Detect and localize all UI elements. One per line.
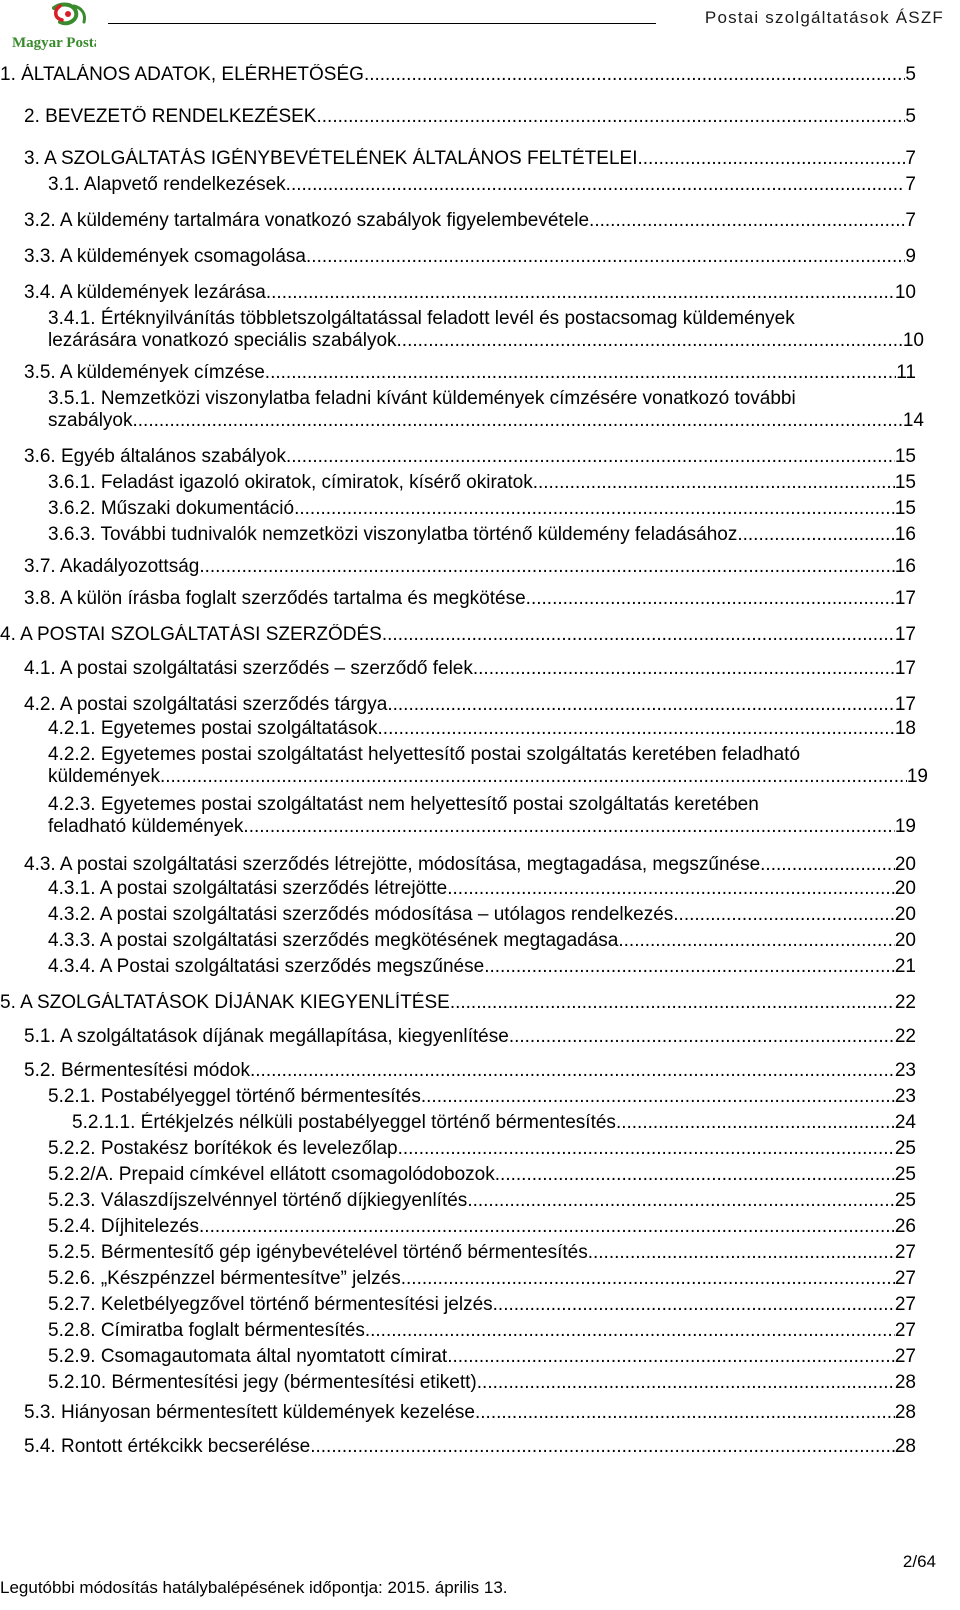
toc-dot-leader — [250, 1060, 895, 1082]
toc-entry-title: 3. A SZOLGÁLTATÁS IGÉNYBEVÉTELÉNEK ÁLTALÁNOS FELTÉTELEI — [24, 148, 638, 169]
toc-entry[interactable] — [48, 956, 916, 978]
toc-entry-page: 17 — [894, 624, 916, 645]
toc-entry-title: 5.2.8. Címiratba foglalt bérmentesítés — [48, 1320, 365, 1341]
toc-entry-page: 19 — [894, 816, 916, 837]
toc-entry-title: 3.6.1. Feladást igazoló okiratok, címiratok, kísérő okiratok — [48, 472, 533, 493]
toc-dot-leader — [306, 246, 905, 268]
toc-entry[interactable] — [0, 624, 916, 646]
toc-entry-title-line: 3.4.1. Értéknyilvánítás többletszolgáltatással feladott levél és postacsomag küldemények — [48, 308, 795, 329]
toc-dot-leader — [495, 1164, 895, 1186]
toc-dot-leader — [286, 446, 895, 468]
toc-entry[interactable] — [24, 1402, 916, 1424]
toc-entry-title: 4. A POSTAI SZOLGÁLTATÁSI SZERZŐDÉS — [0, 624, 382, 645]
toc-dot-leader — [401, 1268, 895, 1290]
toc-entry-title: küldemények — [48, 766, 160, 787]
toc-entry-page: 26 — [894, 1216, 916, 1237]
toc-entry[interactable] — [0, 64, 916, 86]
toc-dot-leader — [760, 854, 895, 876]
toc-entry-title: 4.3.3. A postai szolgáltatási szerződés megkötésének megtagadása — [48, 930, 619, 951]
toc-entry-title: 5.2.3. Válaszdíjszelvénnyel történő díjkiegyenlítés — [48, 1190, 468, 1211]
toc-dot-leader — [364, 64, 905, 86]
toc-entry[interactable] — [0, 992, 916, 1014]
toc-dot-leader — [447, 878, 895, 900]
toc-entry-page: 20 — [894, 854, 916, 875]
toc-entry-page: 27 — [894, 1346, 916, 1367]
toc-entry-title: 2. BEVEZETŐ RENDELKEZÉSEK — [24, 106, 317, 127]
toc-entry-page: 17 — [894, 588, 916, 609]
toc-entry-title: 5.2.5. Bérmentesítő gép igénybevételével történő bérmentesítés — [48, 1242, 588, 1263]
toc-entry-page: 15 — [894, 472, 916, 493]
toc-entry-title: 3.6.2. Műszaki dokumentáció — [48, 498, 295, 519]
toc-dot-leader — [473, 658, 895, 680]
toc-entry-page: 10 — [894, 282, 916, 303]
toc-entry[interactable] — [48, 1190, 916, 1212]
toc-dot-leader — [378, 718, 895, 740]
toc-entry[interactable] — [48, 524, 916, 546]
toc-entry-page: 7 — [905, 148, 916, 169]
toc-dot-leader — [266, 282, 895, 304]
toc-entry[interactable] — [24, 148, 916, 170]
toc-entry[interactable] — [48, 718, 916, 740]
toc-entry-page: 28 — [894, 1436, 916, 1457]
toc-entry[interactable] — [48, 308, 924, 352]
toc-dot-leader — [310, 1436, 895, 1458]
toc-entry[interactable] — [24, 854, 916, 876]
toc-entry[interactable] — [24, 694, 916, 716]
toc-dot-leader — [365, 1320, 895, 1342]
toc-entry-page: 18 — [894, 718, 916, 739]
header-rule — [108, 23, 656, 24]
toc-entry-page: 7 — [905, 210, 916, 231]
toc-entry-title: 5.2.4. Díjhitelezés — [48, 1216, 200, 1237]
toc-entry[interactable] — [48, 498, 916, 520]
toc-entry[interactable] — [24, 246, 916, 268]
toc-dot-leader — [484, 956, 895, 978]
toc-dot-leader — [637, 148, 905, 170]
toc-entry-title: 4.1. A postai szolgáltatási szerződés – szerződő felek — [24, 658, 473, 679]
toc-entry[interactable] — [48, 1164, 916, 1186]
toc-entry-page: 20 — [894, 930, 916, 951]
toc-entry-page: 22 — [894, 1026, 916, 1047]
page-header — [0, 0, 960, 60]
toc-entry-title: 1. ÁLTALÁNOS ADATOK, ELÉRHETŐSÉG — [0, 64, 364, 85]
toc-dot-leader — [467, 1190, 895, 1212]
toc-dot-leader — [199, 1216, 895, 1238]
toc-entry-title: 5.4. Rontott értékcikk becserélése — [24, 1436, 311, 1457]
toc-dot-leader — [533, 472, 895, 494]
toc-entry-title: lezárására vonatkozó speciális szabályok — [48, 330, 397, 351]
magyar-posta-logo — [10, 2, 96, 56]
toc-dot-leader — [526, 588, 895, 610]
toc-entry-page: 20 — [894, 878, 916, 899]
toc-entry-title-line: 4.2.2. Egyetemes postai szolgáltatást helyettesítő postai szolgáltatás keretében feladható — [48, 744, 801, 765]
toc-entry[interactable] — [24, 1436, 916, 1458]
toc-entry-title-line: 3.5.1. Nemzetközi viszonylatba feladni kívánt küldemények címzésére vonatkozó további — [48, 388, 796, 409]
toc-entry[interactable] — [48, 1320, 916, 1342]
toc-dot-leader — [294, 498, 895, 520]
toc-dot-leader — [450, 992, 895, 1014]
toc-dot-leader — [616, 1112, 895, 1134]
toc-entry[interactable] — [48, 1346, 916, 1368]
toc-entry-title: 3.1. Alapvető rendelkezések — [48, 174, 286, 195]
toc-dot-leader — [387, 694, 895, 716]
toc-entry-title: 5.2. Bérmentesítési módok — [24, 1060, 250, 1081]
toc-dot-leader — [265, 362, 896, 384]
toc-entry-title: 5.3. Hiányosan bérmentesített küldemények kezelése — [24, 1402, 475, 1423]
toc-entry-title: 5.2.1. Postabélyeggel történő bérmentesítés — [48, 1086, 421, 1107]
toc-entry-page: 5 — [905, 64, 916, 85]
toc-entry-page: 27 — [894, 1268, 916, 1289]
toc-dot-leader — [673, 904, 895, 926]
toc-entry-title: 3.4. A küldemények lezárása — [24, 282, 266, 303]
toc-entry-page: 25 — [894, 1138, 916, 1159]
toc-entry-page: 17 — [894, 658, 916, 679]
toc-entry-title: 3.7. Akadályozottság — [24, 556, 200, 577]
toc-entry-title: szabályok — [48, 410, 133, 431]
toc-dot-leader — [477, 1372, 895, 1394]
toc-entry[interactable] — [48, 1268, 916, 1290]
posthorn-icon — [10, 2, 96, 56]
svg-text:Magyar Posta: Magyar Posta — [12, 35, 96, 51]
toc-entry[interactable] — [48, 744, 928, 788]
toc-entry-title: 5.2.2. Postakész borítékok és levelezőlap — [48, 1138, 398, 1159]
toc-entry-title: 5.2.9. Csomagautomata által nyomtatott címirat — [48, 1346, 448, 1367]
toc-entry-title: feladható küldemények — [48, 816, 244, 837]
toc-entry-page: 28 — [894, 1402, 916, 1423]
toc-entry-title-line: 4.2.3. Egyetemes postai szolgáltatást nem helyettesítő postai szolgáltatás keretében — [48, 794, 759, 815]
toc-entry-page: 9 — [905, 246, 916, 267]
toc-entry-page: 28 — [894, 1372, 916, 1393]
toc-entry[interactable] — [48, 472, 916, 494]
toc-entry[interactable] — [24, 658, 916, 680]
toc-entry-title: 4.2.1. Egyetemes postai szolgáltatások — [48, 718, 378, 739]
toc-dot-leader — [509, 1026, 895, 1048]
toc-entry-title: 3.6.3. További tudnivalók nemzetközi viszonylatba történő küldemény feladásához — [48, 524, 738, 545]
toc-entry[interactable] — [48, 930, 916, 952]
toc-dot-leader — [133, 410, 903, 432]
toc-entry[interactable] — [24, 362, 916, 384]
toc-entry[interactable] — [24, 556, 916, 578]
toc-entry-page: 16 — [894, 524, 916, 545]
toc-entry[interactable] — [48, 1086, 916, 1108]
toc-entry-title: 3.3. A küldemények csomagolása — [24, 246, 307, 267]
toc-dot-leader — [737, 524, 895, 546]
toc-dot-leader — [286, 174, 906, 196]
toc-entry[interactable] — [48, 1242, 916, 1264]
toc-dot-leader — [160, 766, 907, 788]
toc-entry[interactable] — [48, 1372, 916, 1394]
modification-note: Legutóbbi módosítás hatálybalépésének időpontja: 2015. április 13. — [0, 1578, 508, 1597]
toc-entry-page: 16 — [894, 556, 916, 577]
toc-entry-page: 25 — [894, 1164, 916, 1185]
toc-entry-title: 3.2. A küldemény tartalmára vonatkozó szabályok figyelembevétele — [24, 210, 590, 231]
toc-dot-leader — [397, 330, 903, 352]
toc-dot-leader — [447, 1346, 895, 1368]
toc-entry[interactable] — [24, 106, 916, 128]
toc-entry-page: 15 — [894, 446, 916, 467]
toc-entry-page: 23 — [894, 1086, 916, 1107]
toc-dot-leader — [243, 816, 894, 838]
toc-entry-page: 25 — [894, 1190, 916, 1211]
toc-entry[interactable] — [48, 388, 924, 432]
toc-entry-page: 23 — [894, 1060, 916, 1081]
toc-entry-page: 17 — [894, 694, 916, 715]
toc-entry-page: 7 — [905, 174, 916, 195]
toc-dot-leader — [382, 624, 895, 646]
toc-entry-page: 21 — [894, 956, 916, 977]
toc-entry[interactable] — [48, 904, 916, 926]
toc-entry-page: 19 — [906, 766, 928, 787]
toc-entry[interactable] — [48, 794, 916, 838]
toc-entry-page: 15 — [894, 498, 916, 519]
toc-entry[interactable] — [48, 1294, 916, 1316]
toc-entry-title: 3.6. Egyéb általános szabályok — [24, 446, 286, 467]
toc-dot-leader — [316, 106, 905, 128]
toc-entry-title: 5.2.1.1. Értékjelzés nélküli postabélyeggel történő bérmentesítés — [72, 1112, 616, 1133]
toc-entry[interactable] — [24, 1060, 916, 1082]
toc-entry-page: 22 — [894, 992, 916, 1013]
toc-entry-title: 4.2. A postai szolgáltatási szerződés tárgya — [24, 694, 388, 715]
toc-dot-leader — [421, 1086, 895, 1108]
toc-dot-leader — [475, 1402, 895, 1424]
toc-dot-leader — [398, 1138, 895, 1160]
document-title: Postai szolgáltatások ÁSZF — [704, 8, 944, 27]
toc-entry-page: 14 — [902, 410, 924, 431]
toc-entry[interactable] — [24, 210, 916, 232]
toc-entry-title: 3.8. A külön írásba foglalt szerződés tartalma és megkötése — [24, 588, 526, 609]
toc-entry-title: 5. A SZOLGÁLTATÁSOK DÍJÁNAK KIEGYENLÍTÉSE — [0, 992, 450, 1013]
toc-entry[interactable] — [24, 282, 916, 304]
toc-entry-title: 5.2.2/A. Prepaid címkével ellátott csomagolódobozok — [48, 1164, 495, 1185]
toc-entry-title: 5.2.10. Bérmentesítési jegy (bérmentesítési etikett) — [48, 1372, 477, 1393]
toc-dot-leader — [493, 1294, 895, 1316]
toc-dot-leader — [589, 210, 905, 232]
toc-entry[interactable] — [24, 1026, 916, 1048]
toc-entry-page: 10 — [902, 330, 924, 351]
toc-entry-page: 27 — [894, 1294, 916, 1315]
toc-entry[interactable] — [72, 1112, 916, 1134]
toc-entry[interactable] — [24, 588, 916, 610]
page-indicator: 2/64 — [902, 1552, 936, 1571]
toc-entry-page: 27 — [894, 1320, 916, 1341]
toc-entry[interactable] — [48, 1216, 916, 1238]
toc-entry[interactable] — [48, 878, 916, 900]
toc-entry-title: 4.3.4. A Postai szolgáltatási szerződés megszűnése — [48, 956, 485, 977]
toc-dot-leader — [618, 930, 895, 952]
toc-entry-page: 24 — [894, 1112, 916, 1133]
toc-entry-title: 4.3. A postai szolgáltatási szerződés létrejötte, módosítása, megtagadása, megszűnése — [24, 854, 761, 875]
toc-entry[interactable] — [24, 446, 916, 468]
toc-entry-page: 5 — [905, 106, 916, 127]
toc-entry-title: 5.1. A szolgáltatások díjának megállapítása, kiegyenlítése — [24, 1026, 509, 1047]
toc-entry-title: 4.3.2. A postai szolgáltatási szerződés módosítása – utólagos rendelkezés — [48, 904, 674, 925]
toc-entry-page: 11 — [896, 362, 916, 383]
toc-entry[interactable] — [48, 1138, 916, 1160]
toc-entry-page: 20 — [894, 904, 916, 925]
toc-dot-leader — [588, 1242, 895, 1264]
toc-entry-title: 4.3.1. A postai szolgáltatási szerződés létrejötte — [48, 878, 448, 899]
toc-entry-title: 5.2.7. Keletbélyegzővel történő bérmentesítési jelzés — [48, 1294, 493, 1315]
toc-entry-page: 27 — [894, 1242, 916, 1263]
toc-entry[interactable] — [48, 174, 916, 196]
toc-dot-leader — [199, 556, 895, 578]
toc-entry-title: 3.5. A küldemények címzése — [24, 362, 265, 383]
toc-entry-title: 5.2.6. „Készpénzzel bérmentesítve” jelzés — [48, 1268, 401, 1289]
